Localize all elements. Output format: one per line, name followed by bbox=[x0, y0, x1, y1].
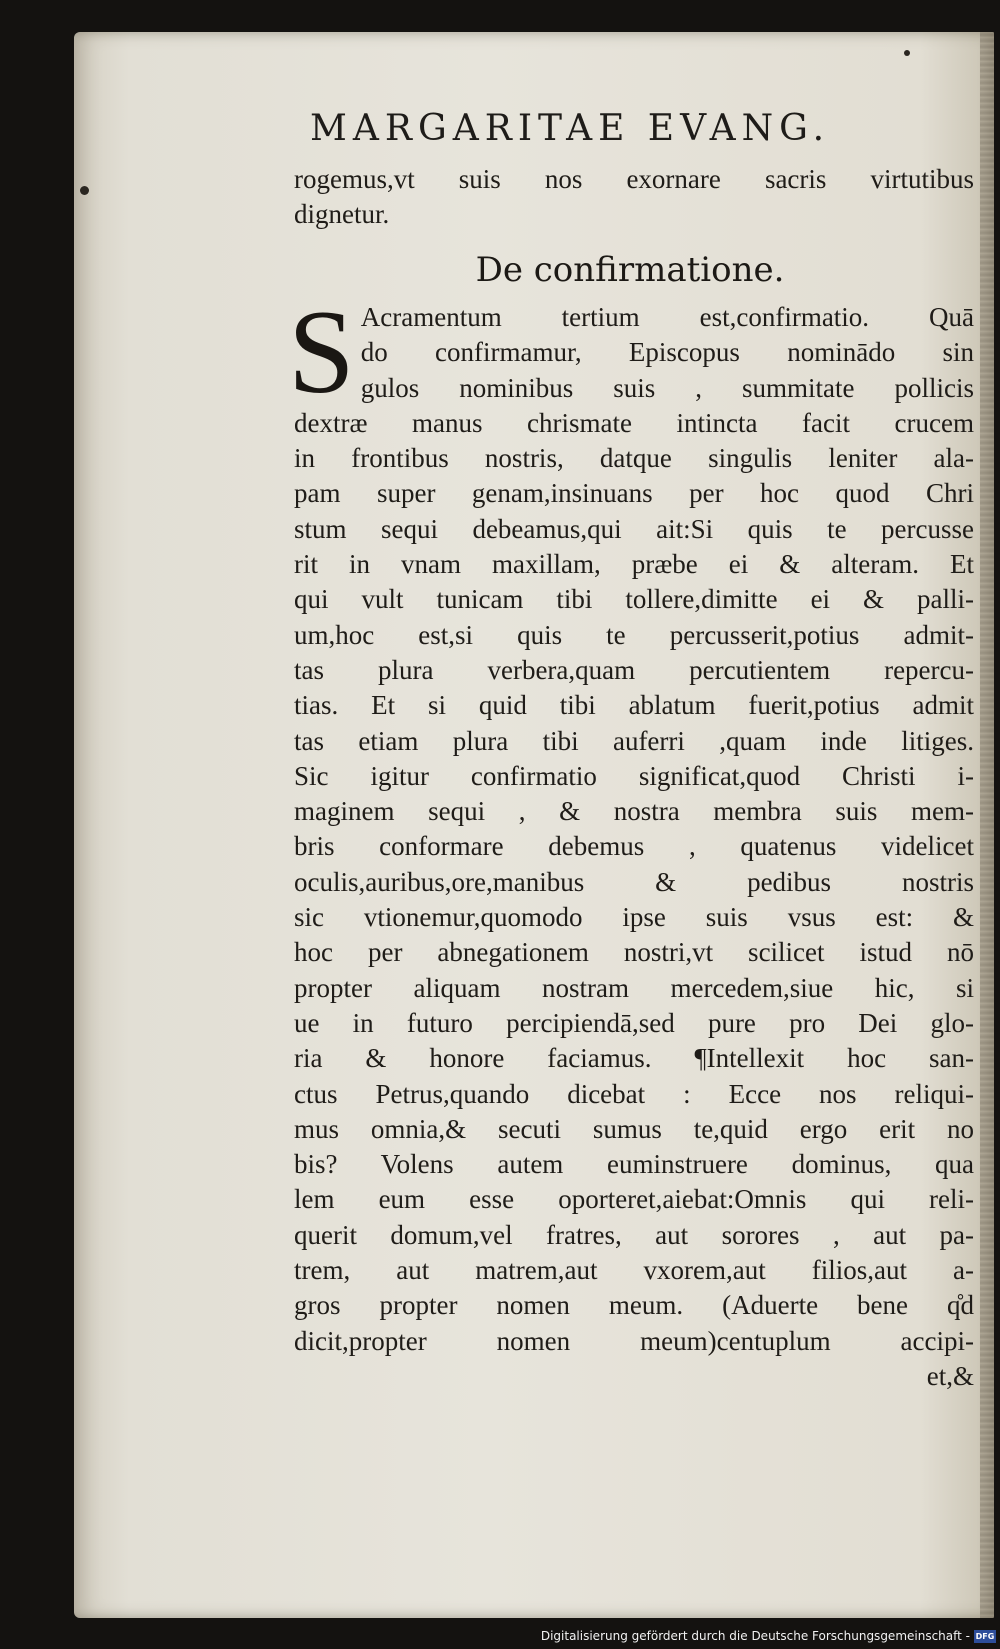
dfg-logo: DFG bbox=[975, 1632, 995, 1641]
text-line: gulos nominibus suis , summitate pollicis bbox=[360, 372, 974, 403]
text-line: tas plura verbera,quam percutientem repercu- bbox=[294, 654, 974, 685]
text-line: do confirmamur, Episcopus nominādo sin bbox=[360, 337, 974, 368]
text-line: rogemus,vt suis nos exornare sacris virtutibus bbox=[294, 164, 974, 194]
text-line: mus omnia,& secuti sumus te,quid ergo erit no bbox=[294, 1113, 974, 1144]
text-line: in frontibus nostris, datque singulis leniter ala- bbox=[294, 443, 974, 474]
text-line: trem, aut matrem,aut vxorem,aut filios,aut a- bbox=[294, 1255, 974, 1286]
drop-cap: S bbox=[288, 285, 355, 418]
text-line: ue in futuro percipiendā,sed pure pro Dei glo- bbox=[294, 1007, 974, 1038]
text-line: pam super genam,insinuans per hoc quod Chri bbox=[294, 478, 974, 509]
text-line: dextræ manus chrismate intincta facit crucem bbox=[294, 407, 974, 438]
text-line: hoc per abnegationem nostri,vt scilicet istud nō bbox=[294, 937, 974, 968]
text-line: bis? Volens autem euminstruere dominus, qua bbox=[294, 1149, 974, 1180]
text-line: lem eum esse oporteret,aiebat:Omnis qui reli- bbox=[294, 1184, 974, 1215]
text-line: dignetur. bbox=[294, 199, 390, 230]
text-line: dicit,propter nomen meum)centuplum accipi- bbox=[294, 1325, 974, 1356]
confirmation-paragraph bbox=[288, 285, 974, 1394]
funding-credit: Digitalisierung gefördert durch die Deutsche Forschungsgemeinschaft - bbox=[540, 1629, 970, 1643]
text-line: ctus Petrus,quando dicebat : Ecce nos reliqui- bbox=[294, 1078, 974, 1109]
text-line: maginem sequi , & nostra membra suis mem- bbox=[294, 796, 974, 827]
text-line: Acramentum tertium est,confirmatio. Quā bbox=[360, 302, 974, 332]
text-line: gros propter nomen meum. (Aduerte bene q̊d bbox=[294, 1290, 974, 1321]
text-line: ria & honore faciamus. ¶Intellexit hoc san- bbox=[294, 1043, 974, 1074]
text-line: bris conformare debemus , quatenus videlicet bbox=[294, 831, 974, 862]
text-line: rit in vnam maxillam, præbe ei & alteram. Et bbox=[294, 549, 974, 580]
text-line: um,hoc est,si quis te percusserit,potius admit- bbox=[294, 619, 974, 650]
intro-paragraph bbox=[294, 162, 974, 233]
text-line: oculis,auribus,ore,manibus & pedibus nostris bbox=[294, 866, 974, 897]
running-head: MARGARITAE EVANG. bbox=[310, 108, 831, 149]
text-line: querit domum,vel fratres, aut sorores , aut pa- bbox=[294, 1219, 974, 1250]
section-heading: De confirmatione. bbox=[475, 250, 785, 290]
text-line: propter aliquam nostram mercedem,siue hic, si bbox=[294, 972, 974, 1003]
text-line: Sic igitur confirmatio significat,quod Christi i- bbox=[294, 760, 974, 791]
text-line: tias. Et si quid tibi ablatum fuerit,potius admit bbox=[294, 690, 974, 721]
ink-spot bbox=[80, 186, 89, 195]
text-line: sic vtionemur,quomodo ipse suis vsus est: & bbox=[294, 902, 974, 933]
catchword: et,& bbox=[926, 1360, 974, 1391]
text-line: tas etiam plura tibi auferri ,quam inde litiges. bbox=[294, 725, 974, 756]
digitization-footer bbox=[0, 1621, 1000, 1649]
text-line: qui vult tunicam tibi tollere,dimitte ei & palli- bbox=[294, 584, 974, 615]
ink-spot bbox=[904, 50, 910, 56]
page-edge bbox=[980, 32, 994, 1618]
text-line: stum sequi debeamus,qui ait:Si quis te percusse bbox=[294, 513, 974, 544]
